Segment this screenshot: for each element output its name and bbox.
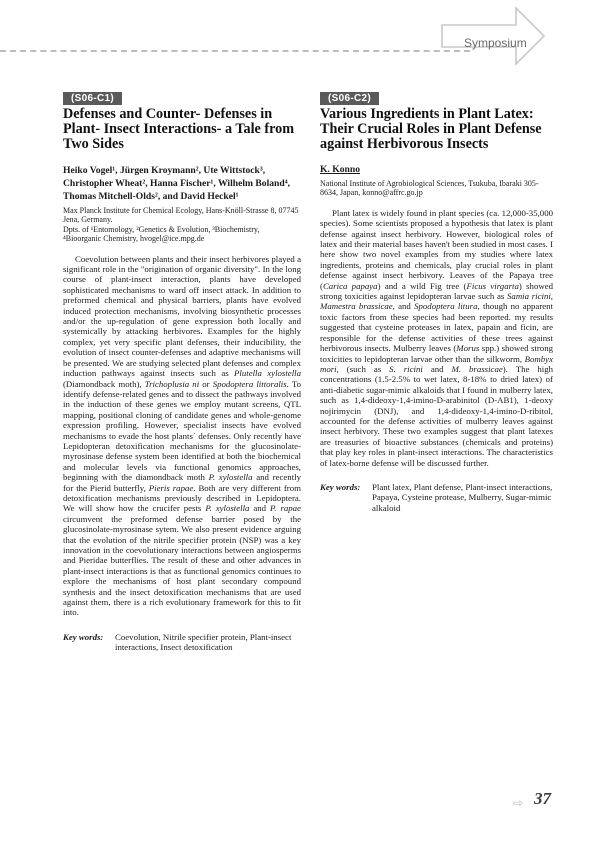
keywords [63,632,301,653]
affiliation-line: Max Planck Institute for Chemical Ecology, Hans-Knöll-Strasse 8, 07745 [63,206,299,215]
author-name: K. Konno [320,164,360,175]
abstract-body: Plant latex is widely found in plant species (ca. 12,000-35,000 species). Some scientists proposed a hypothesis that latex is plant defense against insect herbivory. However, biological roles of latex and their material bases haven't been studied in most cases. I here show two novel examples from my studies where latex ingredients, proteins and chemicals, play crucial roles in plant defense against insect herbivory. Leaves of the Papaya tree (Carica papaya) and a wild Fig tree (Ficus virgarta) showed strong toxicities against lepidopteran larvae such as Samia ricini, Mamestra brassicae, and Spodoptera litura, though no apparent toxic factors from these species had been reported. my results suggested that cysteine proteases in latex, papain and ficin, are responsible for the defense activities of these trees against herbivorous insects. Mulberry leaves (Morus spp.) showed strong toxicities to lepidopteran larvae other than the silkworm, Bombyx mori, (such as S. ricini and M. brassicae). The high concentrations (1.5-2.5% to wet latex, 8-18% to dried latex) of anti-diabetic sugar-mimic alkaloids that I found in mulberry latex, such as 1,4-dideoxy-1,4-imino-D-arabinitol (D-AB1), 1-deoxy nojirimycin (DNJ), and 1,4-dideoxy-1,4-imino-D-ribitol, accounted for the defense activities of mulberry leaves against insect herbivory. These two examples suggest that plant latexes are treasuries of bioactive substances (chemicals and proteins) that play key roles in plant-insect interactions. The characteristics of latex-borne defense will be discussed further. [320,207,554,468]
right-column [320,88,553,513]
keywords-label: Key words: [320,481,361,492]
section-label: Symposium [464,36,527,50]
affiliation [63,206,301,244]
keywords [320,482,553,513]
header-dashed-rule [0,50,470,52]
session-badge: (S06-C2) [320,92,379,105]
keywords-text: Coevolution, Nitrile specifier protein, Plant-insect interactions, Insect detoxification [115,631,292,653]
page-number: 37 [534,789,551,808]
keywords-text: Plant latex, Plant defense, Plant-insect interactions, Papaya, Cysteine protease, Mulberry, Sugar-mimic alkaloid [372,481,553,513]
abstract-title: Various Ingredients in Plant Latex: Their Crucial Roles in Plant Defense against Herbivorous Insects [320,106,542,152]
keywords-label: Key words: [63,631,104,642]
abstract-body: Coevolution between plants and their insect herbivores played a significant role in the "origination of organic diversity". In the long course of plant-insect interaction, plants have developed sophisticated mechanisms to ward off insect attack. In addition to preformed chemical and physical barriers, plants have evolved induced protection mechanisms, involving biosynthetic processes and/or the up-regulation of gene expression both locally and systemically by attacking herbivores. Examples for the highly complex, yet very specific plant defenses, their inducibility, the evolution of insect counter-defenses and adaptive mechanisms will be presented. We are studying selected plant defenses and complex induction pathways against insects such as Plutella xylostella (Diamondback moth), Trichoplusia ni or Spodoptera littoralis. To identify defense-related genes and to dissect the pathways involved in the induction of these genes we employ mutant screens, QTL mapping, positional cloning of candidate genes and whole-genome expression profiling. However, specialist insects have evolved mechanisms to evade the host plants´ defenses. Only recently have Lepidopteran detoxification mechanisms for the glucosinolate-myrosinase defense system been identified at both the biochemical and molecular levels via functional genomics approaches, beginning with the diamondback moth P. xylostella and recently for the Pierid butterfly, Pieris rapae. Both are very different from detoxification mechanisms previously described in Lepidoptera. We will show how the crucifer pests P. xylostella and P. rapae circumvent the preformed defense barrier posed by the glucosinolate-myrosinase sytem. We also present evidence arguing that the evolution of the nitrile specifier protein (NSP) was a key innovation in the coevolutionary interactions between angiosperms and Pieridae butterflies. The result of these and other advances in plant-insect interactions is that as functional genomics continues to explore the mechanisms of host plant secondary compound synthesis and the insect detoxification mechanisms that are used against them, there is a rich evolutionary framework for this to fit into. [63,253,301,618]
left-column [63,88,301,653]
abstract-title: Defenses and Counter- Defenses in Plant- Insect Interactions- a Tale from Two Sides [63,106,295,152]
affiliation-line: Dpts. of ¹Entomology, ²Genetics & Evolution, ³Biochemistry, [63,224,260,234]
affiliation-line: Jena, Germany. [63,215,113,225]
session-badge: (S06-C1) [63,92,122,105]
page-arrow-icon: ⇨ [513,796,524,810]
affiliation-line: ⁴Bioorganic Chemistry, hvogel@ice.mpg.de [63,234,205,244]
author-list: Heiko Vogel¹, Jürgen Kroymann², Ute Wittstock³, Christopher Wheat², Hanna Fischer¹, Wilhelm Boland⁴, Thomas Mitchell-Olds², and David Heckel¹ [63,165,291,202]
page-header [0,0,600,72]
affiliation: National Institute of Agrobiological Sciences, Tsukuba, Ibaraki 305-8634, Japan, konno@affrc.go.jp [320,179,539,198]
